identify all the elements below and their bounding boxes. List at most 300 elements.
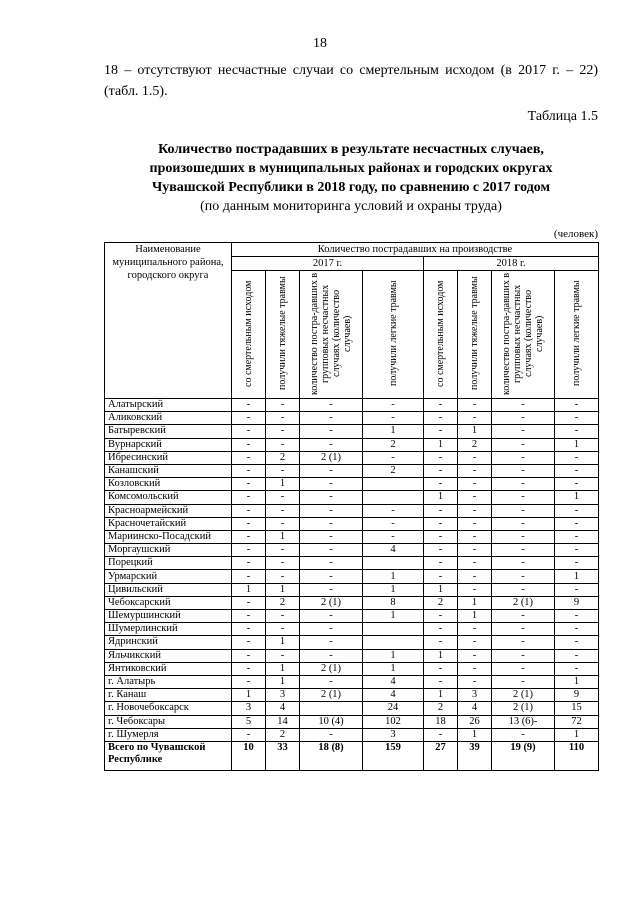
value-cell: 2 (424, 702, 458, 715)
value-cell: - (300, 517, 363, 530)
value-cell: - (424, 504, 458, 517)
value-cell: - (555, 451, 599, 464)
table-row (105, 623, 599, 636)
district-name: Канашский (105, 464, 232, 477)
value-cell: 1 (363, 583, 424, 596)
table-row (105, 596, 599, 609)
value-cell: - (492, 610, 555, 623)
value-cell: 1 (458, 425, 492, 438)
value-cell: - (458, 675, 492, 688)
value-cell: 1 (266, 675, 300, 688)
value-cell: - (300, 570, 363, 583)
value-cell: - (492, 570, 555, 583)
value-cell: - (492, 623, 555, 636)
value-cell: - (266, 623, 300, 636)
value-cell: 1 (555, 570, 599, 583)
value-cell: - (232, 451, 266, 464)
value-cell: - (555, 557, 599, 570)
value-cell: - (555, 530, 599, 543)
district-name: Алатырский (105, 399, 232, 412)
value-cell: - (266, 649, 300, 662)
value-cell: 2 (1) (300, 662, 363, 675)
subheader-cell (424, 271, 458, 399)
value-cell: - (458, 412, 492, 425)
district-name: Красночетайский (105, 517, 232, 530)
subheader-label: получили легкие травмы (387, 280, 399, 387)
value-cell: 2 (1) (300, 596, 363, 609)
value-cell: 1 (458, 610, 492, 623)
value-cell: - (458, 544, 492, 557)
table-heading (104, 140, 598, 216)
units-note: (человек) (553, 228, 598, 240)
value-cell: - (424, 399, 458, 412)
value-cell (363, 636, 424, 649)
value-cell: - (363, 399, 424, 412)
value-cell: 1 (232, 689, 266, 702)
value-cell: - (424, 412, 458, 425)
value-cell: - (232, 399, 266, 412)
district-name: Мариинско-Посадский (105, 530, 232, 543)
value-cell: 1 (266, 583, 300, 596)
table-row (105, 557, 599, 570)
value-cell: - (555, 464, 599, 477)
value-cell: 1 (424, 689, 458, 702)
value-cell: - (424, 623, 458, 636)
district-name: Шумерлинский (105, 623, 232, 636)
value-cell: - (232, 544, 266, 557)
value-cell: 13 (6)- (492, 715, 555, 728)
value-cell: 1 (266, 478, 300, 491)
district-name: Красноармейский (105, 504, 232, 517)
table-row (105, 662, 599, 675)
table-row (105, 464, 599, 477)
value-cell: - (232, 425, 266, 438)
value-cell: - (424, 530, 458, 543)
value-cell: - (492, 451, 555, 464)
value-cell: - (300, 412, 363, 425)
value-cell: 2 (1) (300, 689, 363, 702)
subheader-label: количество постра-давших в групповых несчастных случаях (количество случаев) (309, 272, 353, 395)
district-name: Вурнарский (105, 438, 232, 451)
value-cell: 9 (555, 596, 599, 609)
value-cell: - (492, 728, 555, 741)
value-cell: 1 (424, 491, 458, 504)
value-cell: - (232, 636, 266, 649)
value-cell: 1 (555, 728, 599, 741)
district-name: г. Алатырь (105, 675, 232, 688)
header-group: Количество пострадавших на производстве (232, 243, 599, 257)
subheader-label: количество постра-давших в групповых несчастных случаях (количество случаев) (501, 272, 545, 395)
value-cell: - (232, 649, 266, 662)
value-cell: - (424, 517, 458, 530)
table-row (105, 610, 599, 623)
district-name: Порецкий (105, 557, 232, 570)
subheader-cell (458, 271, 492, 399)
value-cell: - (363, 517, 424, 530)
total-row (105, 741, 599, 770)
value-cell: - (300, 610, 363, 623)
value-cell: - (492, 491, 555, 504)
table-row (105, 689, 599, 702)
value-cell: - (232, 610, 266, 623)
value-cell: - (492, 557, 555, 570)
subheader-cell (232, 271, 266, 399)
value-cell: 2 (1) (300, 451, 363, 464)
table-row (105, 478, 599, 491)
value-cell: - (300, 544, 363, 557)
value-cell: - (424, 610, 458, 623)
value-cell: - (300, 425, 363, 438)
value-cell: 1 (555, 675, 599, 688)
table-row (105, 728, 599, 741)
value-cell: - (300, 464, 363, 477)
value-cell: - (266, 557, 300, 570)
value-cell: - (232, 570, 266, 583)
value-cell: - (232, 675, 266, 688)
value-cell: 1 (424, 649, 458, 662)
value-cell: 1 (363, 662, 424, 675)
district-name: Моргаушский (105, 544, 232, 557)
value-cell: - (458, 504, 492, 517)
subheader-label: получили тяжелые травмы (469, 276, 480, 391)
value-cell: 4 (266, 702, 300, 715)
value-cell: - (300, 636, 363, 649)
district-name: г. Канаш (105, 689, 232, 702)
value-cell: 1 (458, 596, 492, 609)
district-name: Ядринский (105, 636, 232, 649)
value-cell: 3 (363, 728, 424, 741)
subheader-cell (492, 271, 555, 399)
value-cell: - (266, 544, 300, 557)
value-cell: - (363, 451, 424, 464)
value-cell: - (492, 399, 555, 412)
table-row (105, 544, 599, 557)
value-cell: 3 (232, 702, 266, 715)
value-cell: - (424, 478, 458, 491)
value-cell: - (555, 662, 599, 675)
value-cell: 27 (424, 741, 458, 770)
value-cell: 1 (266, 530, 300, 543)
table-row (105, 491, 599, 504)
district-name: г. Новочебоксарск (105, 702, 232, 715)
value-cell: 1 (555, 438, 599, 451)
table-row (105, 675, 599, 688)
value-cell: 2 (266, 728, 300, 741)
value-cell: 2 (458, 438, 492, 451)
value-cell: 2 (266, 596, 300, 609)
table-row (105, 530, 599, 543)
value-cell (300, 702, 363, 715)
header-year-2017: 2017 г. (232, 257, 424, 271)
district-name: Цивильский (105, 583, 232, 596)
district-name: Козловский (105, 478, 232, 491)
value-cell: - (555, 425, 599, 438)
subheader-label: получили легкие травмы (571, 280, 582, 387)
value-cell: - (458, 491, 492, 504)
district-name: Урмарский (105, 570, 232, 583)
value-cell: - (300, 399, 363, 412)
value-cell: 72 (555, 715, 599, 728)
value-cell: - (424, 675, 458, 688)
value-cell: - (458, 662, 492, 675)
value-cell: - (300, 623, 363, 636)
value-cell: - (232, 412, 266, 425)
value-cell: - (232, 517, 266, 530)
value-cell: 24 (363, 702, 424, 715)
header-name-col: Наименование муниципального района, городского округа (105, 243, 232, 399)
value-cell: - (492, 583, 555, 596)
value-cell: - (300, 583, 363, 596)
value-cell: - (458, 583, 492, 596)
value-cell: - (492, 438, 555, 451)
title-line: Чувашской Республики в 2018 году, по сравнению с 2017 годом (151, 180, 551, 195)
table-label: Таблица 1.5 (527, 109, 598, 124)
value-cell: - (300, 728, 363, 741)
value-cell: - (232, 464, 266, 477)
value-cell: - (266, 399, 300, 412)
table-body (105, 399, 599, 771)
value-cell: 10 (4) (300, 715, 363, 728)
value-cell: 19 (9) (492, 741, 555, 770)
value-cell: - (492, 478, 555, 491)
district-name: Батыревский (105, 425, 232, 438)
value-cell: - (232, 530, 266, 543)
value-cell: - (492, 544, 555, 557)
subtitle: (по данным мониторинга условий и охраны труда) (200, 199, 502, 214)
value-cell: - (555, 504, 599, 517)
table-row (105, 570, 599, 583)
value-cell: - (232, 623, 266, 636)
value-cell: 4 (363, 544, 424, 557)
value-cell: - (232, 478, 266, 491)
value-cell: - (232, 438, 266, 451)
page-number: 18 (313, 36, 327, 51)
value-cell: - (458, 636, 492, 649)
table-row (105, 412, 599, 425)
value-cell: - (492, 675, 555, 688)
value-cell: - (424, 544, 458, 557)
table-row (105, 636, 599, 649)
value-cell: 5 (232, 715, 266, 728)
value-cell: - (555, 583, 599, 596)
value-cell: - (424, 425, 458, 438)
value-cell: - (266, 610, 300, 623)
value-cell (363, 557, 424, 570)
district-name: Аликовский (105, 412, 232, 425)
district-name: Янтиковский (105, 662, 232, 675)
value-cell: 2 (266, 451, 300, 464)
subheader-cell (300, 271, 363, 399)
subheader-cell (266, 271, 300, 399)
value-cell: - (424, 570, 458, 583)
value-cell: - (300, 649, 363, 662)
value-cell: - (424, 464, 458, 477)
value-cell: 1 (363, 570, 424, 583)
value-cell: - (458, 649, 492, 662)
value-cell: 110 (555, 741, 599, 770)
value-cell: - (458, 517, 492, 530)
value-cell: 1 (424, 438, 458, 451)
value-cell: 1 (555, 491, 599, 504)
value-cell: - (458, 399, 492, 412)
value-cell: 102 (363, 715, 424, 728)
value-cell: - (458, 623, 492, 636)
value-cell: - (424, 728, 458, 741)
value-cell: - (300, 491, 363, 504)
value-cell: - (424, 557, 458, 570)
value-cell: - (266, 570, 300, 583)
table-row (105, 451, 599, 464)
district-name: г. Чебоксары (105, 715, 232, 728)
title-line: Количество пострадавших в результате несчастных случаев, (158, 142, 544, 157)
value-cell: 18 (8) (300, 741, 363, 770)
value-cell: - (458, 464, 492, 477)
value-cell: 3 (458, 689, 492, 702)
value-cell: - (266, 504, 300, 517)
value-cell: 1 (458, 728, 492, 741)
value-cell: - (492, 636, 555, 649)
value-cell: 4 (363, 689, 424, 702)
value-cell: - (266, 464, 300, 477)
district-name: Яльчикский (105, 649, 232, 662)
value-cell: - (266, 517, 300, 530)
value-cell: - (492, 412, 555, 425)
value-cell: - (492, 517, 555, 530)
value-cell: 2 (424, 596, 458, 609)
value-cell: - (363, 504, 424, 517)
value-cell: 4 (363, 675, 424, 688)
value-cell: - (555, 478, 599, 491)
value-cell: 1 (232, 583, 266, 596)
value-cell: 10 (232, 741, 266, 770)
title-line: произошедших в муниципальных районах и городских округах (149, 161, 553, 176)
value-cell: - (492, 662, 555, 675)
district-name: Шемуршинский (105, 610, 232, 623)
value-cell: - (232, 728, 266, 741)
table-row (105, 702, 599, 715)
value-cell: 1 (363, 649, 424, 662)
value-cell: - (555, 636, 599, 649)
value-cell: 1 (363, 425, 424, 438)
value-cell: - (555, 544, 599, 557)
table-row (105, 517, 599, 530)
value-cell: - (300, 504, 363, 517)
value-cell: - (266, 425, 300, 438)
table-row (105, 583, 599, 596)
value-cell: 39 (458, 741, 492, 770)
value-cell: 9 (555, 689, 599, 702)
value-cell: - (555, 412, 599, 425)
value-cell: - (492, 504, 555, 517)
value-cell: - (300, 530, 363, 543)
value-cell: - (458, 530, 492, 543)
value-cell: - (300, 675, 363, 688)
table-row (105, 425, 599, 438)
table-row (105, 399, 599, 412)
value-cell: 1 (424, 583, 458, 596)
value-cell: - (266, 491, 300, 504)
value-cell: 1 (363, 610, 424, 623)
table-row (105, 715, 599, 728)
subheader-label: со смертельным исходом (243, 280, 254, 387)
value-cell: - (555, 517, 599, 530)
district-name: Всего по Чувашской Республике (105, 741, 232, 770)
value-cell: 15 (555, 702, 599, 715)
value-cell: - (266, 412, 300, 425)
value-cell: - (458, 557, 492, 570)
value-cell: - (300, 557, 363, 570)
district-name: Комсомольский (105, 491, 232, 504)
table-row (105, 438, 599, 451)
value-cell: - (232, 596, 266, 609)
value-cell: - (424, 636, 458, 649)
value-cell: 2 (1) (492, 689, 555, 702)
value-cell: - (363, 530, 424, 543)
value-cell: - (555, 623, 599, 636)
value-cell: - (424, 451, 458, 464)
value-cell: 33 (266, 741, 300, 770)
value-cell: 26 (458, 715, 492, 728)
value-cell: - (232, 662, 266, 675)
value-cell: - (232, 557, 266, 570)
value-cell: - (266, 438, 300, 451)
value-cell: - (232, 504, 266, 517)
value-cell: - (458, 570, 492, 583)
value-cell: 18 (424, 715, 458, 728)
value-cell: - (555, 399, 599, 412)
injury-table (104, 242, 599, 771)
value-cell: - (492, 464, 555, 477)
value-cell: - (363, 412, 424, 425)
value-cell: - (492, 530, 555, 543)
value-cell: - (458, 478, 492, 491)
value-cell: 14 (266, 715, 300, 728)
value-cell: - (300, 478, 363, 491)
value-cell: 4 (458, 702, 492, 715)
subheader-cell (363, 271, 424, 399)
subheader-cell (555, 271, 599, 399)
value-cell: 3 (266, 689, 300, 702)
subheader-label: со смертельным исходом (435, 280, 446, 387)
value-cell: 2 (363, 464, 424, 477)
value-cell: - (424, 662, 458, 675)
value-cell: - (492, 425, 555, 438)
header-year-2018: 2018 г. (424, 257, 599, 271)
intro-paragraph: 18 – отсутствуют несчастные случаи со смертельным исходом (в 2017 г. – 22) (табл. 1.5). (104, 63, 598, 99)
value-cell: 8 (363, 596, 424, 609)
table-row (105, 504, 599, 517)
value-cell: - (555, 610, 599, 623)
value-cell (363, 623, 424, 636)
district-name: Чебоксарский (105, 596, 232, 609)
value-cell: 159 (363, 741, 424, 770)
value-cell: - (492, 649, 555, 662)
subheader-label: получили тяжелые травмы (277, 276, 288, 391)
value-cell: 1 (266, 636, 300, 649)
value-cell: 2 (363, 438, 424, 451)
table-row (105, 649, 599, 662)
value-cell: - (458, 451, 492, 464)
value-cell: - (232, 491, 266, 504)
value-cell (363, 491, 424, 504)
value-cell: - (300, 438, 363, 451)
district-name: Ибресинский (105, 451, 232, 464)
value-cell: - (555, 649, 599, 662)
value-cell: 2 (1) (492, 702, 555, 715)
value-cell: 1 (266, 662, 300, 675)
value-cell (363, 478, 424, 491)
value-cell: 2 (1) (492, 596, 555, 609)
